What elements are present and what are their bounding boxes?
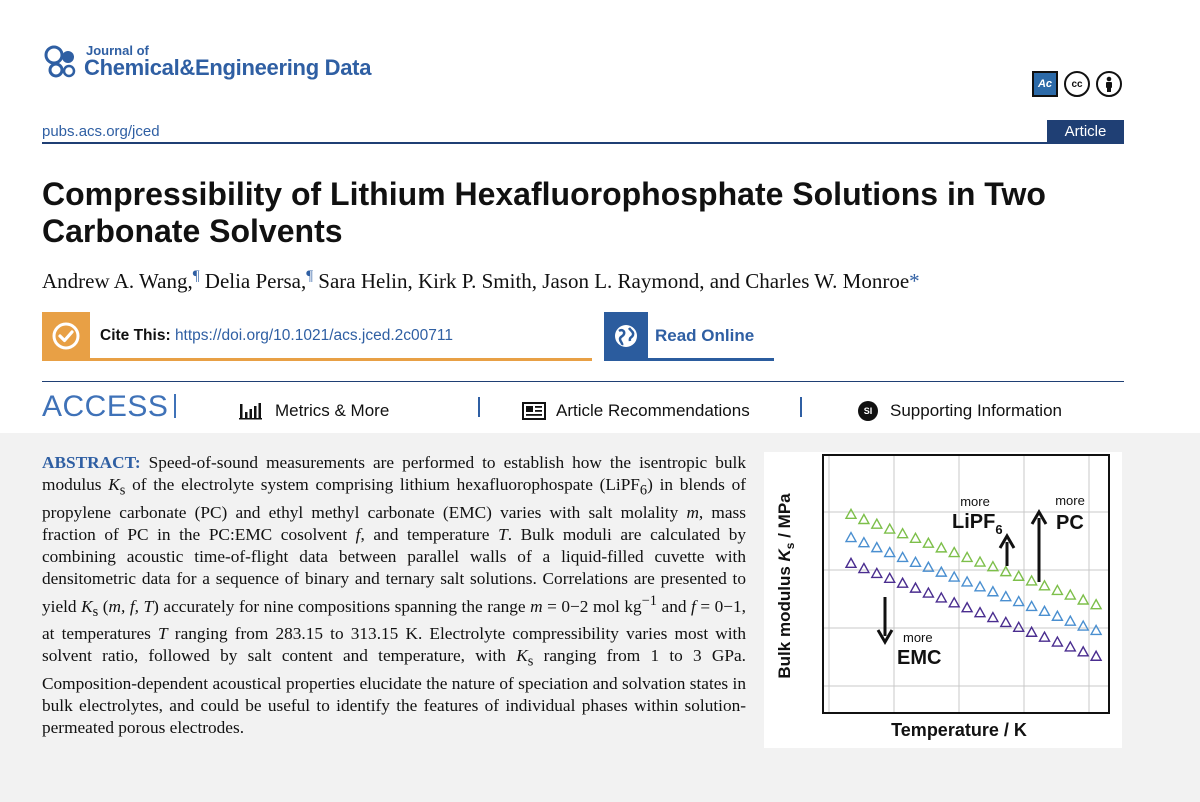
annotation-more: more [960,494,990,509]
abstract-fragment: and [657,596,692,616]
data-point-series-1 [898,552,908,561]
symbol-K: K [81,596,93,616]
data-point-series-1 [846,533,856,542]
symbol-sub: 6 [639,482,648,499]
journal-emblem-icon [44,45,78,79]
bar-chart-icon [239,402,263,420]
cite-this-label: Cite This: [100,327,171,344]
data-point-series-2 [1014,622,1024,631]
data-point-series-0 [846,509,856,518]
abstract-fragment: ) in blends of propylene carbonate (PC) and ethyl methyl carbonate (EMC) varies with salt molality [42,475,746,522]
data-point-series-1 [885,548,895,557]
cite-check-icon[interactable] [42,312,90,360]
data-point-series-1 [1065,616,1075,625]
newspaper-icon [522,402,546,420]
symbol-sup: −1 [641,593,657,610]
abstract-fragment: ranging from 283.15 to 313.15 K. Electrolyte compressibility varies most with solvent ratio, followed by salt content and temperature, with [42,624,746,666]
access-bar [174,394,176,418]
open-access-ac-icon[interactable]: Ac [1032,71,1058,97]
annotation-more: more [903,630,933,645]
symbol-mft: m, f, T [108,596,154,616]
symbol-K: K [108,475,120,495]
data-point-series-2 [1027,627,1037,636]
data-point-series-0 [962,552,972,561]
data-point-series-2 [936,593,946,602]
data-point-series-2 [1078,647,1088,656]
data-point-series-2 [911,583,921,592]
globe-icon [604,312,648,360]
license-icons [1032,71,1122,97]
data-point-series-1 [962,577,972,586]
data-point-series-0 [1052,585,1062,594]
symbol-sub: s [119,482,126,499]
corresponding-author-mark[interactable]: * [909,269,920,293]
data-point-series-2 [846,558,856,567]
annotation-more: more [1055,493,1085,508]
annotation-emc: EMC [897,647,942,669]
article-type-badge: Article [1047,120,1124,143]
data-point-series-0 [1027,576,1037,585]
author-list [42,268,920,294]
abstract-fragment: ( [98,596,109,616]
read-underline [604,358,774,361]
data-point-series-0 [936,543,946,552]
data-point-series-2 [1052,637,1062,646]
abstract-label: ABSTRACT: [42,453,141,472]
abstract-fragment: = 0−2 mol kg [542,596,642,616]
cite-underline [42,358,592,361]
data-point-series-1 [911,557,921,566]
symbol-T: T [158,624,168,644]
nav-separator [800,397,802,417]
abstract-fragment: = 0−1, at temperatures [42,596,747,644]
abstract-fragment: ranging from 1 to 3 GPa. Composition-dependent acoustical properties elucidate the nature of speciation and solvation states in bulk electrolytes, and could be useful to identify the features of individual phases within solution-permeated porous electrodes. [42,646,746,738]
data-point-series-0 [975,557,985,566]
supporting-information-link[interactable] [858,401,1062,421]
supporting-label: Supporting Information [890,401,1062,420]
abstract-fragment: ) accurately for nine compositions spanning the range [153,596,531,616]
access-divider [42,381,1124,382]
data-point-series-2 [988,613,998,622]
abstract-fragment: , mass fraction of PC in the PC:EMC cosolvent [42,502,746,544]
data-point-series-1 [1078,621,1088,630]
data-point-series-0 [859,515,869,524]
data-point-series-2 [1040,632,1050,641]
author-name[interactable]: Delia Persa, [204,269,307,293]
data-point-series-1 [936,567,946,576]
symbol-sub: s [92,604,99,621]
annotation-lipf6: LiPF$_6$ [952,511,1003,537]
toc-chart [764,452,1122,748]
data-point-series-2 [885,573,895,582]
creative-commons-icon[interactable]: cc [1064,71,1090,97]
data-point-series-0 [885,524,895,533]
data-point-series-1 [1001,592,1011,601]
data-point-series-1 [949,572,959,581]
paper-title: Compressibility of Lithium Hexafluorophosphate Solutions in Two Carbonate Solvents [42,176,1046,249]
read-online-button[interactable] [604,312,774,360]
symbol-m: m [530,596,543,616]
data-point-series-1 [1040,606,1050,615]
data-point-series-0 [898,529,908,538]
header-divider [42,142,1124,144]
metrics-more-link[interactable] [239,401,389,421]
arrow-down-emc-icon [878,597,892,642]
recommendations-label: Article Recommendations [556,401,750,420]
data-point-series-0 [911,533,921,542]
author-footnote-mark[interactable]: ¶ [306,268,314,284]
data-point-series-2 [962,603,972,612]
data-point-series-2 [898,578,908,587]
data-point-series-1 [1091,625,1101,634]
abstract-fragment: of the electrolyte system comprising lithium hexafluorophospate (LiPF [125,475,640,495]
data-point-series-0 [923,538,933,547]
data-point-series-0 [1078,595,1088,604]
article-recommendations-link[interactable] [522,401,750,421]
y-axis-label: Bulk modulus $K_s$ / MPa [775,493,797,679]
data-point-series-1 [975,582,985,591]
access-text: ACCESS [42,390,169,423]
data-point-series-1 [859,538,869,547]
x-axis-label: Temperature / K [891,720,1027,740]
data-point-series-2 [975,608,985,617]
read-online-label: Read Online [655,326,755,345]
journal-url-link[interactable]: pubs.acs.org/jced [42,123,160,140]
data-point-series-2 [923,588,933,597]
author-name[interactable]: Sara Helin, Kirk P. Smith, Jason L. Raymond, and Charles W. Monroe [318,269,910,293]
journal-name: Chemical&Engineering Data [84,55,372,80]
data-point-series-1 [988,587,998,596]
symbol-m: m [686,502,699,522]
journal-logo[interactable] [44,44,371,79]
data-point-series-2 [859,564,869,573]
data-point-series-1 [872,543,882,552]
data-point-series-0 [1065,590,1075,599]
si-badge-icon: SI [858,401,878,421]
nav-separator [478,397,480,417]
symbol-K: K [516,646,528,666]
symbol-f: f [355,524,361,544]
doi-link[interactable]: https://doi.org/10.1021/acs.jced.2c00711 [174,327,453,344]
arrow-up-lipf6-icon [1000,536,1014,566]
data-point-series-2 [949,598,959,607]
metrics-label: Metrics & More [275,401,390,420]
data-point-series-0 [988,562,998,571]
abstract-text [42,452,746,739]
data-point-series-0 [949,548,959,557]
data-point-series-1 [1027,601,1037,610]
symbol-T: T [498,524,508,544]
abstract-fragment: . Bulk moduli are calculated by combining acoustic time-of-flight data between parallel walls of a liquid-filled cuvette with densitometric data for a sequence of binary and ternary salt solutions. Correlations are presented to yield [42,524,746,616]
data-point-series-0 [1040,581,1050,590]
data-point-series-2 [1091,651,1101,660]
abstract-fragment: Speed-of-sound measurements are performed to establish how the isentropic bulk modulus [42,453,746,495]
arrow-up-pc-icon [1032,512,1046,582]
data-point-series-1 [1052,611,1062,620]
data-point-series-1 [1014,597,1024,606]
data-point-series-0 [1091,600,1101,609]
data-point-series-0 [1014,571,1024,580]
cite-this-bar [42,312,592,360]
journal-name-small: Journal of [86,43,149,58]
toc-graphic[interactable] [764,452,1122,748]
author-name[interactable]: Andrew A. Wang, [42,269,193,293]
annotation-pc: PC [1056,512,1084,534]
attribution-person-icon[interactable] [1096,71,1122,97]
data-point-series-2 [1065,642,1075,651]
symbol-f: f [691,596,696,616]
author-footnote-mark[interactable]: ¶ [192,268,200,284]
data-point-series-0 [1001,567,1011,576]
data-point-series-0 [872,519,882,528]
data-point-series-2 [1001,617,1011,626]
access-label [42,390,176,424]
symbol-sub: s [527,653,534,670]
abstract-fragment: , and temperature [360,524,499,544]
